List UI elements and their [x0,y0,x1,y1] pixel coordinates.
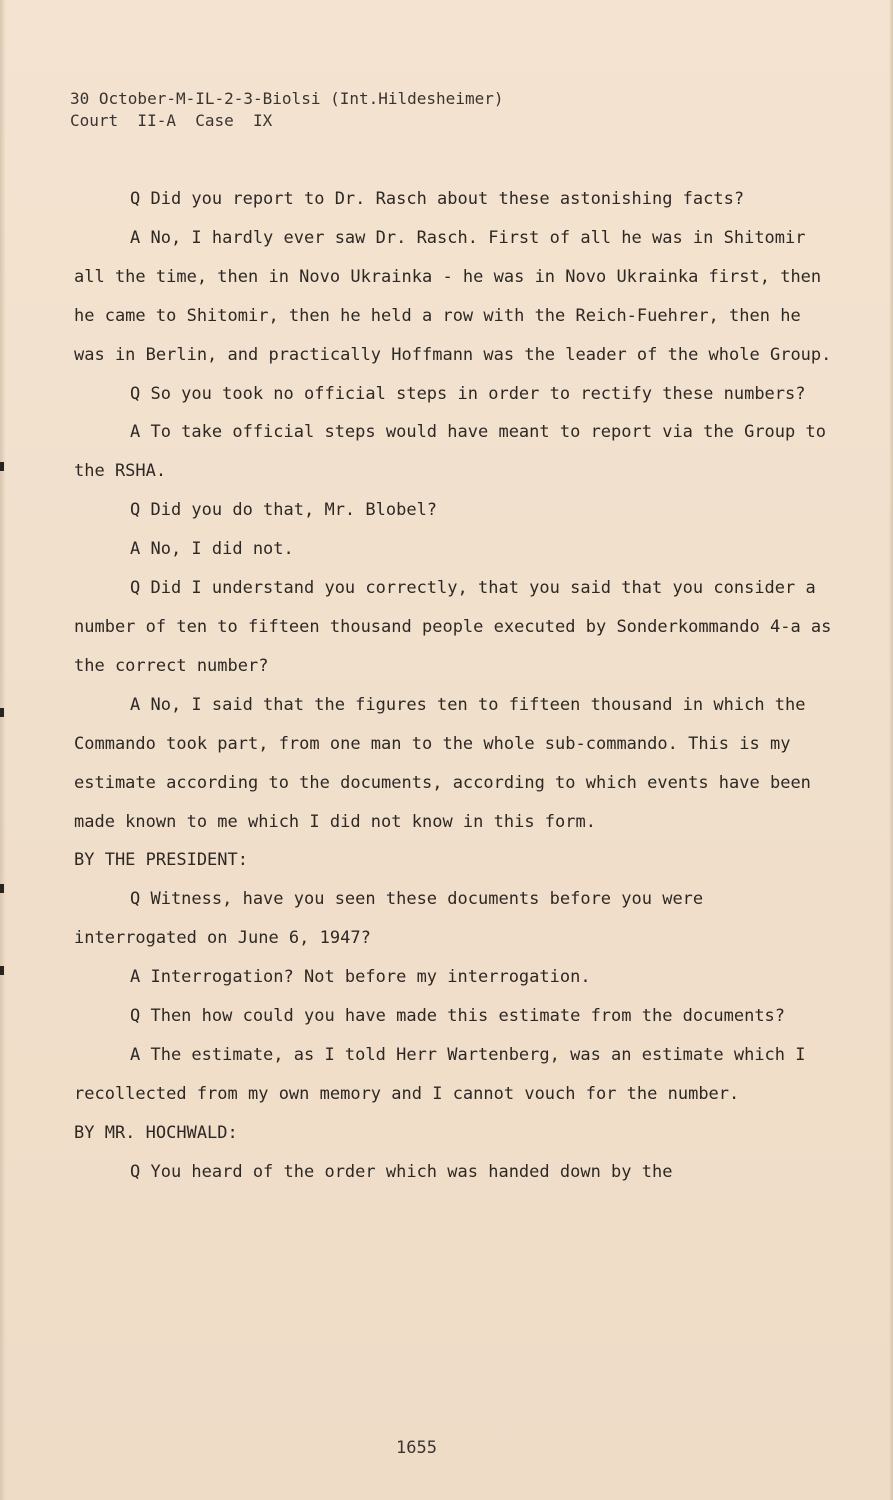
transcript-question: Q You heard of the order which was handed down by the [130,1161,673,1182]
transcript-body [74,180,834,1192]
transcript-question: Q Did you report to Dr. Rasch about these astonishing facts? [130,189,745,209]
transcript-question: Q So you took no official steps in order to rectify these numbers? [130,383,806,404]
margin-mark [0,966,4,975]
header-session-line: 30 October-M-IL-2-3-Biolsi (Int.Hildesheimer) [70,89,504,108]
transcript-answer: A No, I said that the figures ten to fifteen thousand in which the Commando took part, from one man to the whole sub-commando. This is my estimate according to the documents, according to which events have been made known to me which I did not know in this form. [74,694,811,832]
transcript-answer: A Interrogation? Not before my interrogation. [130,967,591,988]
transcript-answer: A No, I did not. [130,539,294,560]
transcript-answer: A No, I hardly ever saw Dr. Rasch. First of all he was in Shitomir all the time, then in Novo Ukrainka - he was in Novo Ukrainka first, then he came to Shitomir, then he held a row with the Reich-Fuehrer, then he was in Berlin, and practically Hoffmann was the leader of the whole Group. [74,227,832,365]
page-number: 1655 [396,1438,437,1458]
page-left-edge [0,0,6,1500]
document-header [70,88,503,132]
margin-mark [0,708,4,717]
transcript-question: Q Witness, have you seen these documents before you were interrogated on June 6, 1947? [74,889,704,949]
transcript-question: Q Then how could you have made this estimate from the documents? [130,1006,786,1027]
page-right-edge [889,0,893,1500]
transcript-answer: A To take official steps would have meant to report via the Group to the RSHA. [74,422,826,482]
speaker-heading-president: BY THE PRESIDENT: [74,850,248,871]
margin-mark [0,884,4,893]
speaker-heading-hochwald: BY MR. HOCHWALD: [74,1122,238,1143]
header-court-line: Court II-A Case IX [70,111,273,130]
transcript-answer: A The estimate, as I told Herr Wartenberg, was an estimate which I recollected from my own memory and I cannot vouch for the number. [74,1044,806,1104]
transcript-question: Q Did I understand you correctly, that you said that you consider a number of ten to fifteen thousand people executed by Sonderkommando 4-a as the correct number? [74,578,832,676]
margin-mark [0,462,4,471]
transcript-question: Q Did you do that, Mr. Blobel? [130,500,438,521]
